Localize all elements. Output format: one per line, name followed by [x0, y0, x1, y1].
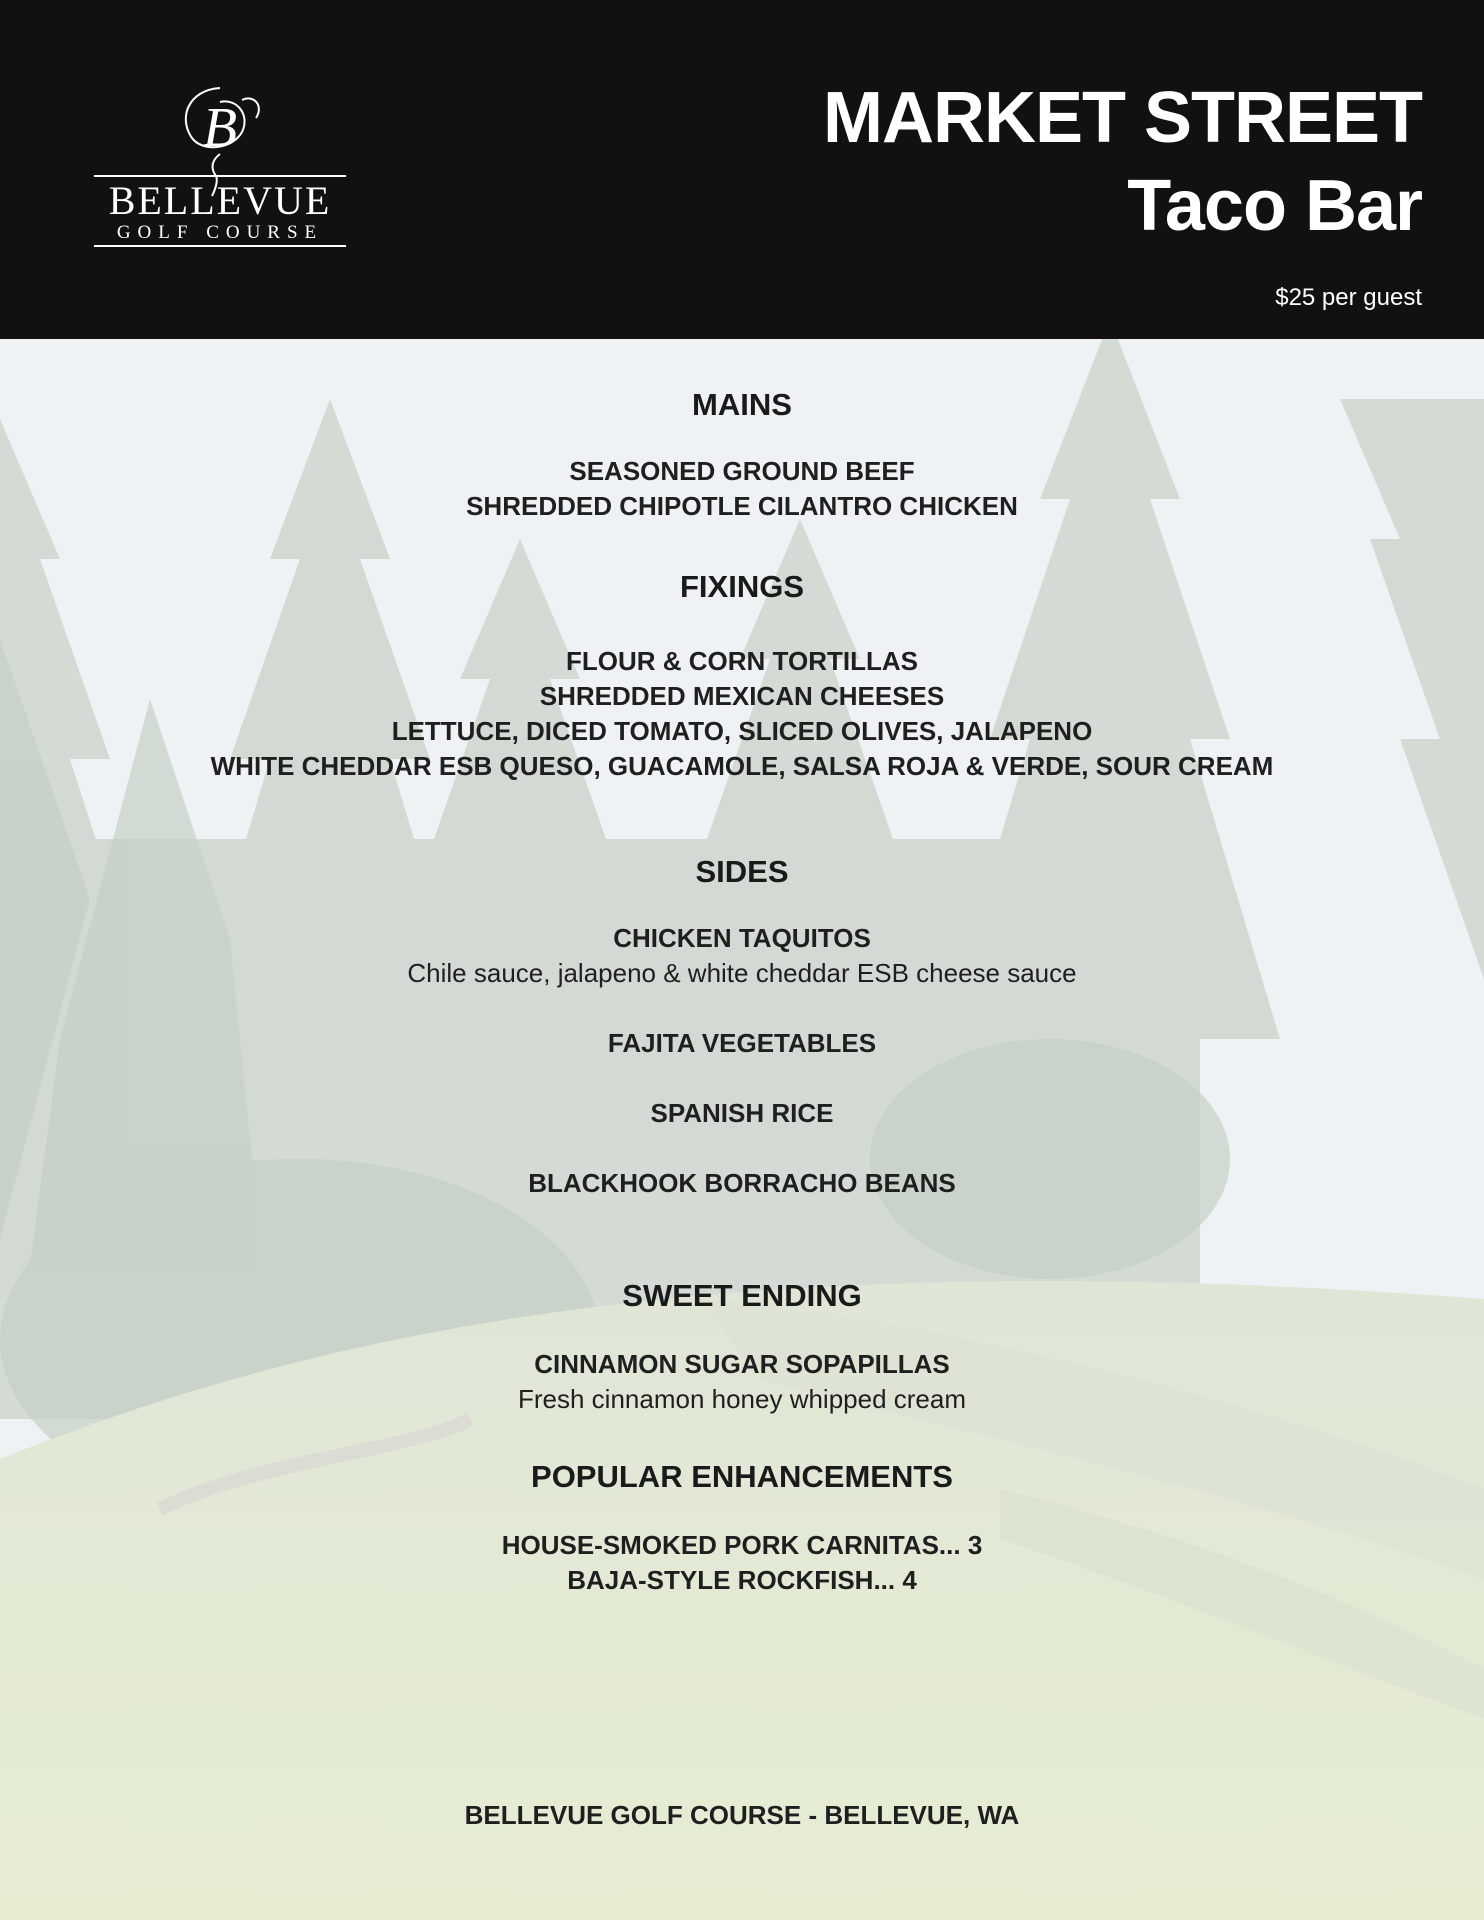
mains-section — [0, 386, 1484, 524]
header-band — [0, 0, 1484, 339]
sweet-ending-section — [0, 1277, 1484, 1417]
logo-subname: GOLF COURSE — [116, 222, 324, 243]
sides-item-name: BLACKHOOK BORRACHO BEANS — [528, 1168, 956, 1198]
fixings-item: LETTUCE, DICED TOMATO, SLICED OLIVES, JALAPENO — [391, 716, 1093, 746]
enhancement-item: HOUSE-SMOKED PORK CARNITAS... 3 — [501, 1530, 983, 1560]
sides-heading: SIDES — [695, 854, 789, 889]
sides-item-description: Chile sauce, jalapeno & white cheddar ESB cheese sauce — [407, 958, 1077, 988]
fixings-heading: FIXINGS — [679, 569, 804, 604]
sides-section — [0, 853, 1484, 1201]
logo-name: BELLEVUE — [108, 178, 332, 223]
sweet-ending-heading: SWEET ENDING — [622, 1278, 862, 1313]
sweet-ending-item: CINNAMON SUGAR SOPAPILLAS — [534, 1349, 950, 1379]
sides-item-name: SPANISH RICE — [650, 1098, 834, 1128]
logo-monogram: B — [202, 97, 238, 159]
footer-location: BELLEVUE GOLF COURSE - BELLEVUE, WA — [464, 1800, 1020, 1830]
sweet-ending-description: Fresh cinnamon honey whipped cream — [517, 1384, 967, 1414]
price-per-guest: $25 per guest — [1275, 284, 1422, 311]
enhancements-section — [0, 1458, 1484, 1598]
sides-item-name: FAJITA VEGETABLES — [607, 1028, 877, 1058]
fixings-section — [0, 568, 1484, 784]
mains-heading: MAINS — [692, 387, 792, 422]
enhancement-item: BAJA-STYLE ROCKFISH... 4 — [567, 1565, 917, 1595]
fixings-item: WHITE CHEDDAR ESB QUESO, GUACAMOLE, SALSA ROJA & VERDE, SOUR CREAM — [210, 751, 1274, 781]
title-line-1: MARKET STREET — [823, 78, 1422, 158]
title-line-2: Taco Bar — [1127, 166, 1422, 246]
mains-item: SEASONED GROUND BEEF — [569, 456, 915, 486]
mains-item: SHREDDED CHIPOTLE CILANTRO CHICKEN — [466, 491, 1018, 521]
enhancements-heading: POPULAR ENHANCEMENTS — [531, 1459, 953, 1494]
bellevue-golf-course-logo — [92, 84, 348, 254]
fixings-item: SHREDDED MEXICAN CHEESES — [539, 681, 945, 711]
sides-item-name: CHICKEN TAQUITOS — [613, 923, 871, 953]
fixings-item: FLOUR & CORN TORTILLAS — [566, 646, 918, 676]
